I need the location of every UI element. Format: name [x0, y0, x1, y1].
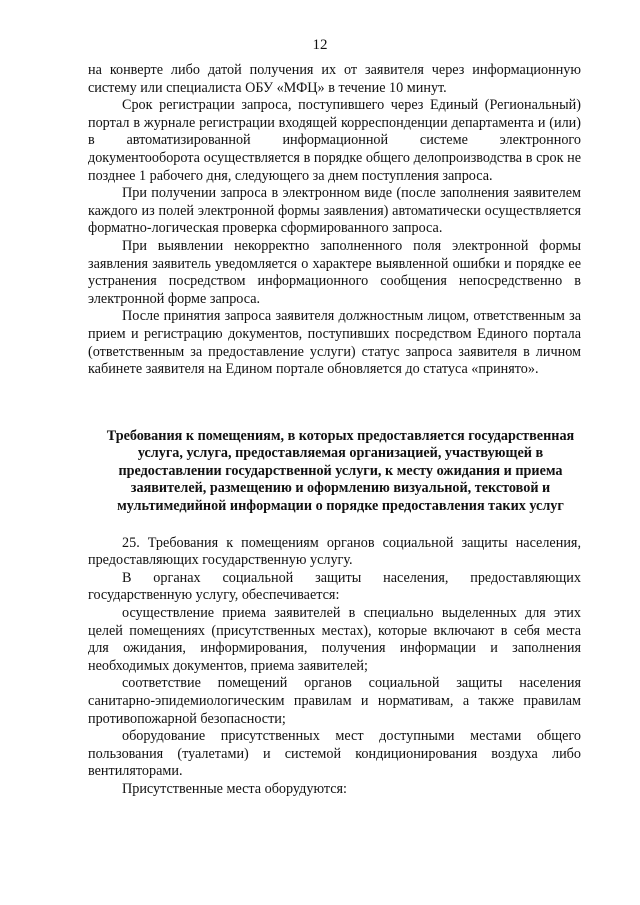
paragraph-equipped-with: Присутственные места оборудуются:	[122, 780, 347, 797]
paragraph-electronic-check: При получении запроса в электронном виде (после заполнения заявителем каждого из полей электронной формы заявления) автоматически осуществляется форматно-логическая проверка сформированного запроса.	[88, 185, 581, 237]
paragraph-error-notification: При выявлении некорректно заполненного поля электронной формы заявления заявитель уведомляется о характере выявленной ошибки и порядке ее устранения посредством информационного сообщения непосредственно в электронной форме запроса.	[88, 237, 581, 307]
page-number: 12	[312, 37, 328, 53]
paragraph-continuation: на конверте либо датой получения их от заявителя через информационную систему или специалиста ОБУ «МФЦ» в течение 10 минут.	[88, 62, 581, 96]
spacer	[88, 516, 581, 535]
paragraph-sanitary-compliance: соответствие помещений органов социальной защиты населения санитарно-эпидемиологическим правилам и нормативам, а также правилам противопожарной безопасности;	[88, 675, 581, 727]
paragraph-provisions-intro: В органах социальной защиты населения, предоставляющих государственную услугу, обеспечивается:	[88, 569, 581, 604]
paragraph-facilities-equipment: оборудование присутственных мест доступными местами общего пользования (туалетами) и системой кондиционирования воздуха либо вентиляторами.	[88, 728, 581, 780]
paragraph-registration-term: Срок регистрации запроса, поступившего через Единый (Региональный) портал в журнале регистрации входящей корреспонденции департамента и (или) в автоматизированной информационной системе электронного документооборота осуществляется в порядке общего делопроизводства в срок не позднее 1 рабочего дня, следующего за днем поступления запроса.	[88, 97, 581, 184]
document-body	[88, 62, 581, 799]
spacer	[88, 379, 581, 428]
paragraph-item-25: 25. Требования к помещениям органов социальной защиты населения, предоставляющих государственную услугу.	[88, 534, 581, 569]
paragraph-reception-premises: осуществление приема заявителей в специально выделенных для этих целей помещениях (присутственных местах), которые включают в себя места для ожидания, информирования, получения информации и заполнения необходимых документов, приема заявителей;	[88, 605, 581, 674]
section-heading: Требования к помещениям, в которых предоставляется государственная услуга, услуга, предоставляемая организацией, участвующей в предоставлении государственной услуги, к месту ожидания и приема заявителей, размещению и оформлению визуальной, текстовой и мультимедийной информации о порядке предоставления таких услуг	[106, 427, 575, 515]
paragraph-status-update: После принятия запроса заявителя должностным лицом, ответственным за прием и регистрацию документов, поступивших посредством Единого портала (ответственным за предоставление услуги) статус запроса заявителя в личном кабинете заявителя на Едином портале обновляется до статуса «принято».	[88, 308, 581, 378]
